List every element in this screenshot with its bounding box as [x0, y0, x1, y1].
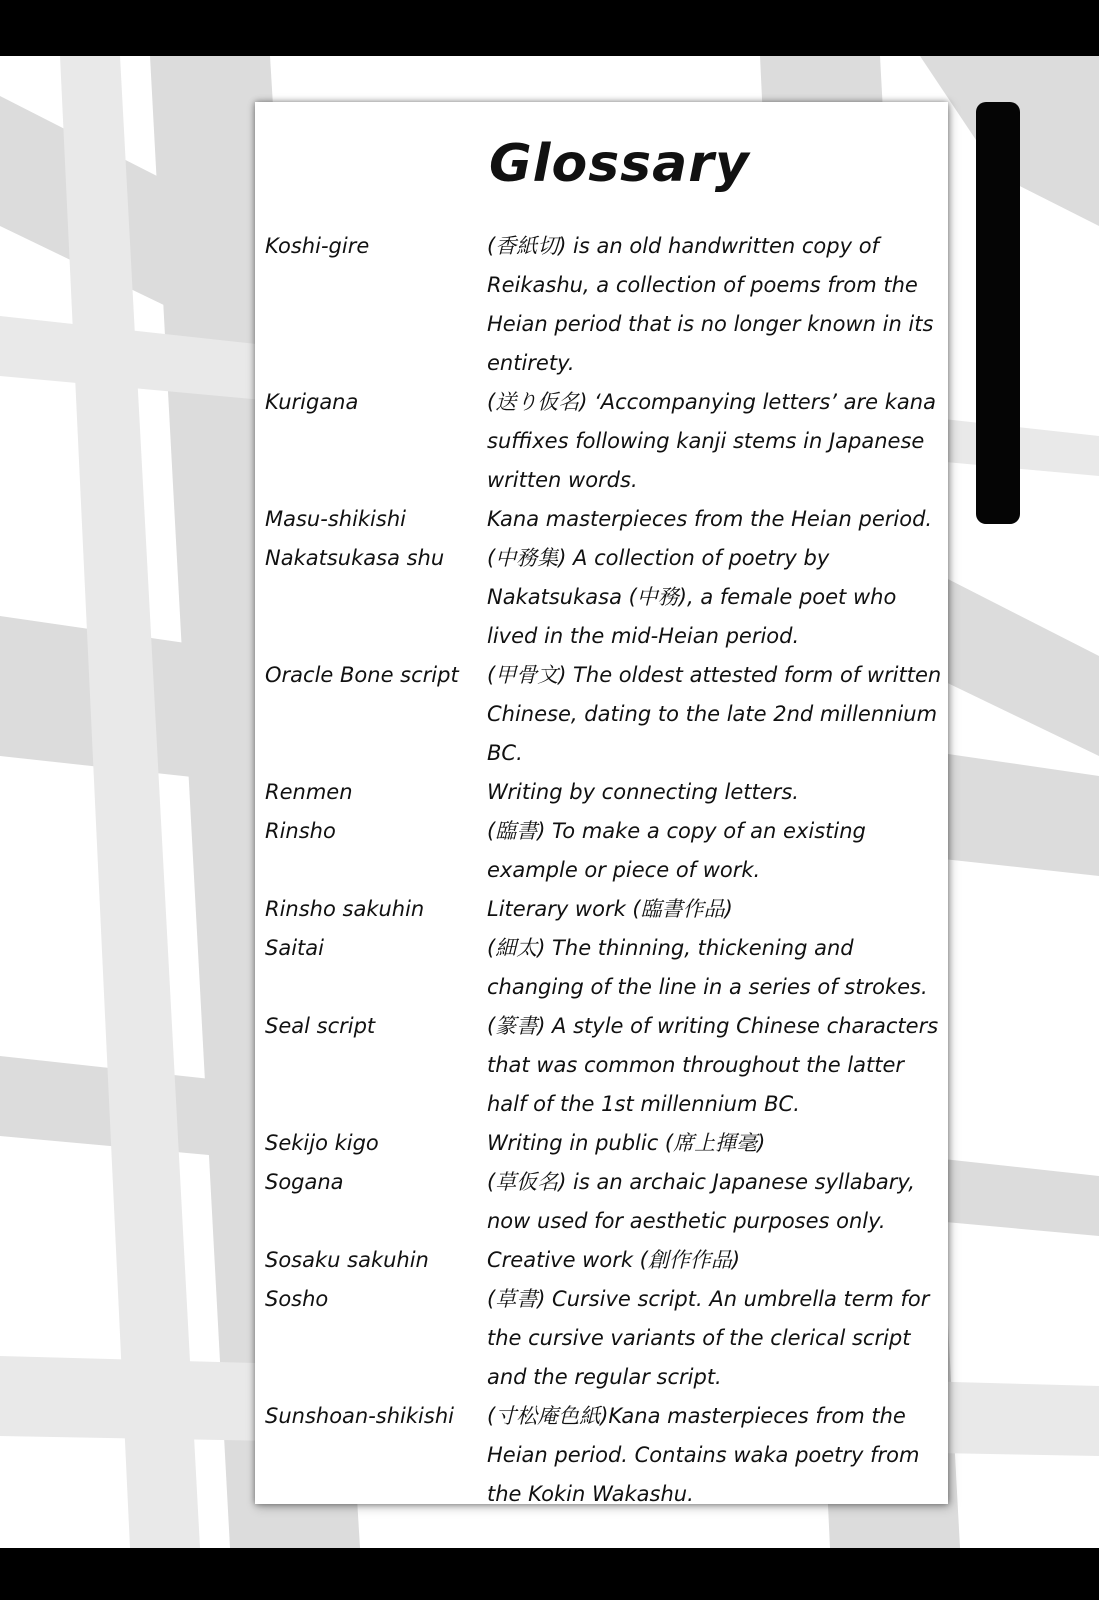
glossary-definition: (甲骨文) The oldest attested form of written Chinese, dating to the late 2nd millennium BC.	[487, 663, 942, 765]
glossary-definition: (香紙切) is an old handwritten copy of Reikashu, a collection of poems from the Heian period that is no longer known in its entirety.	[487, 234, 934, 375]
page-title: Glossary	[489, 134, 750, 194]
glossary-entry	[265, 1397, 945, 1514]
glossary-definition: (寸松庵色紙)Kana masterpieces from the Heian period. Contains waka poetry from the Kokin Wakashu.	[487, 1404, 920, 1506]
glossary-term: Sekijo kigo	[265, 1131, 379, 1155]
glossary-entry	[265, 812, 945, 890]
glossary-entry	[265, 539, 945, 656]
glossary-term: Sunshoan-shikishi	[265, 1404, 454, 1428]
glossary-entry	[265, 1007, 945, 1124]
glossary-entry	[265, 1124, 945, 1163]
glossary-term: Saitai	[265, 936, 324, 960]
glossary-term: Kurigana	[265, 390, 359, 414]
glossary-card	[255, 102, 948, 1504]
glossary-definition: (送り仮名) ‘Accompanying letters’ are kana suffixes following kanji stems in Japanese written words.	[487, 390, 936, 492]
glossary-term: Renmen	[265, 780, 353, 804]
glossary-definition: Writing by connecting letters.	[487, 780, 799, 804]
glossary-term: Oracle Bone script	[265, 663, 459, 687]
glossary-entry	[265, 227, 945, 383]
glossary-term: Koshi-gire	[265, 234, 370, 258]
glossary-entry	[265, 656, 945, 773]
glossary-definition: (篆書) A style of writing Chinese characters that was common throughout the latter half of the 1st millennium BC.	[487, 1014, 939, 1116]
glossary-entry	[265, 1241, 945, 1280]
glossary-term: Seal script	[265, 1014, 376, 1038]
top-letterbox-bar	[0, 0, 1099, 56]
glossary-term: Sogana	[265, 1170, 344, 1194]
glossary-entry	[265, 1163, 945, 1241]
glossary-definition: Writing in public (席上揮毫)	[487, 1131, 766, 1155]
side-tab-marker	[976, 102, 1020, 524]
glossary-term: Masu-shikishi	[265, 507, 406, 531]
glossary-term: Rinsho	[265, 819, 336, 843]
glossary-entry	[265, 890, 945, 929]
glossary-definition: (草書) Cursive script. An umbrella term for the cursive variants of the clerical script and the regular script.	[487, 1287, 930, 1389]
bottom-letterbox-bar	[0, 1548, 1099, 1600]
glossary-entry	[265, 383, 945, 500]
glossary-definition: (細太) The thinning, thickening and changing of the line in a series of strokes.	[487, 936, 928, 999]
glossary-term: Sosho	[265, 1287, 329, 1311]
glossary-entry	[265, 773, 945, 812]
glossary-definition: Creative work (創作作品)	[487, 1248, 741, 1272]
glossary-entry	[265, 929, 945, 1007]
glossary-definition: (草仮名) is an archaic Japanese syllabary, now used for aesthetic purposes only.	[487, 1170, 915, 1233]
glossary-term: Sosaku sakuhin	[265, 1248, 429, 1272]
glossary-definition: Kana masterpieces from the Heian period.	[487, 507, 933, 531]
glossary-entry	[265, 500, 945, 539]
glossary-entry	[265, 1280, 945, 1397]
glossary-definition: (臨書) To make a copy of an existing example or piece of work.	[487, 819, 866, 882]
glossary-term: Nakatsukasa shu	[265, 546, 445, 570]
glossary-list	[265, 227, 945, 1514]
glossary-term: Rinsho sakuhin	[265, 897, 425, 921]
glossary-definition: Literary work (臨書作品)	[487, 897, 733, 921]
glossary-definition: (中務集) A collection of poetry by Nakatsukasa (中務), a female poet who lived in the mid-Heian period.	[487, 546, 897, 648]
